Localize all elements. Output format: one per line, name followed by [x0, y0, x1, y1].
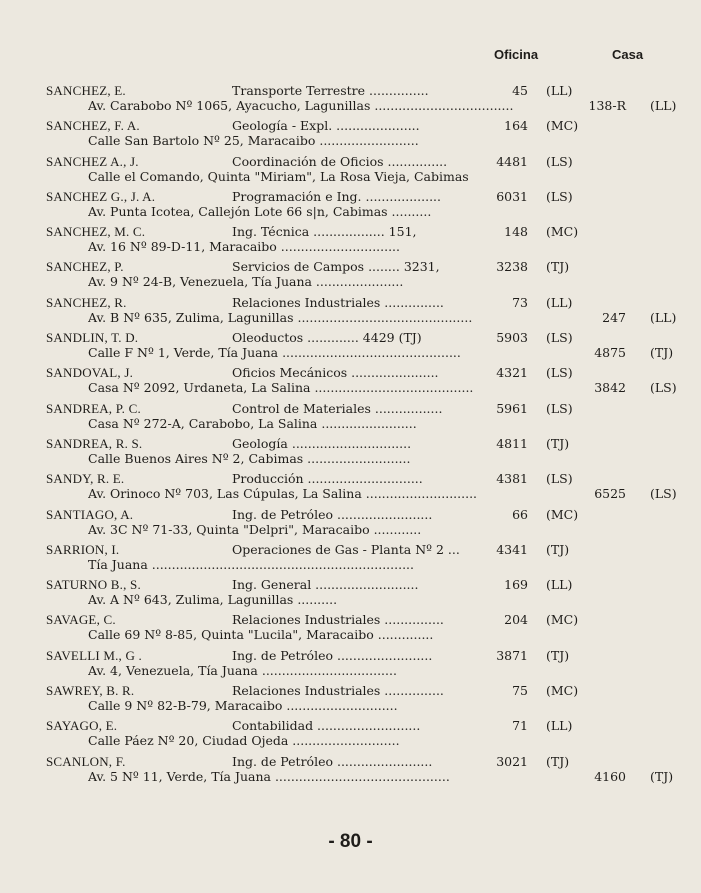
- entry-line-home: [0, 168, 701, 185]
- person-name: SAWREY, B. R.: [46, 683, 135, 699]
- department: Transporte Terrestre ...............: [232, 83, 429, 98]
- office-location-code: (LL): [546, 718, 573, 734]
- home-address: Av. 5 Nº 11, Verde, Tía Juana ............................................: [88, 768, 450, 784]
- home-address: Av. 4, Venezuela, Tía Juana ..................................: [88, 662, 397, 678]
- entry-line-home: [0, 132, 701, 149]
- entry-line-home: [0, 450, 701, 467]
- home-address: Calle Buenos Aires Nº 2, Cabimas ..........................: [88, 450, 411, 466]
- person-name: SCANLON, F.: [46, 753, 126, 769]
- list-item: [0, 294, 701, 329]
- home-address: Av. B Nº 635, Zulima, Lagunillas ............................................: [88, 309, 473, 325]
- department: Geología - Expl. .....................: [232, 118, 420, 134]
- list-item: [0, 435, 701, 470]
- entry-line-home: [0, 97, 701, 114]
- office-location-code: (TJ): [546, 259, 570, 275]
- home-address: Av. 9 Nº 24-B, Venezuela, Tía Juana ......................: [88, 274, 404, 290]
- entry-line-home: [0, 344, 701, 361]
- office-location-code: (LS): [546, 400, 573, 416]
- department: Ing. de Petróleo ........................: [232, 647, 433, 663]
- list-item: [0, 682, 701, 717]
- home-address: Calle Páez Nº 20, Ciudad Ojeda ...........................: [88, 733, 400, 749]
- office-location-code: (MC): [546, 224, 579, 240]
- department: Oficios Mecánicos ......................: [232, 365, 439, 381]
- list-item: [0, 82, 701, 117]
- list-item: [0, 400, 701, 435]
- list-item: [0, 611, 701, 646]
- home-address: Calle 9 Nº 82-B-79, Maracaibo ............................: [88, 698, 398, 714]
- home-phone: 4160: [594, 768, 626, 784]
- office-phone: 3021: [496, 753, 528, 769]
- person-name: SANTIAGO, A.: [46, 506, 134, 522]
- office-phone: 3238: [496, 259, 528, 275]
- home-phone: 3842: [594, 380, 626, 396]
- office-phone: 45: [512, 83, 528, 98]
- office-phone: 66: [512, 506, 528, 522]
- office-location-code: (LL): [546, 294, 573, 310]
- office-phone: 148: [504, 224, 528, 240]
- department: Control de Materiales .................: [232, 400, 443, 416]
- office-location-code: (MC): [546, 506, 579, 522]
- list-item: [0, 647, 701, 682]
- department: Relaciones Industriales ...............: [232, 612, 444, 628]
- list-item: [0, 223, 701, 258]
- entry-line-home: [0, 626, 701, 643]
- person-name: SANDREA, R. S.: [46, 435, 143, 451]
- entry-line-home: [0, 556, 701, 573]
- entry-line-home: [0, 732, 701, 749]
- home-address: Casa Nº 2092, Urdaneta, La Salina ........................................: [88, 380, 474, 396]
- office-location-code: (MC): [546, 118, 579, 134]
- list-item: [0, 576, 701, 611]
- person-name: SANDY, R. E.: [46, 471, 125, 487]
- office-phone: 3871: [496, 647, 528, 663]
- entry-line-home: [0, 273, 701, 290]
- person-name: SANDREA, P. C.: [46, 400, 141, 416]
- home-address: Calle F Nº 1, Verde, Tía Juana .............................................: [88, 345, 461, 361]
- page-number: - 80 -: [328, 831, 373, 852]
- office-location-code: (TJ): [546, 753, 570, 769]
- office-location-code: (MC): [546, 612, 579, 628]
- office-location-code: (LL): [546, 577, 573, 593]
- person-name: SANDOVAL, J.: [46, 365, 134, 381]
- office-location-code: (LS): [546, 330, 573, 346]
- entry-line-home: [0, 521, 701, 538]
- home-location-code: (LL): [650, 98, 677, 113]
- office-location-code: (TJ): [546, 647, 570, 663]
- list-item: [0, 753, 701, 788]
- office-phone: 71: [512, 718, 528, 734]
- person-name: SANCHEZ, P.: [46, 259, 124, 275]
- department: Ing. de Petróleo ........................: [232, 506, 433, 522]
- list-item: [0, 506, 701, 541]
- office-phone: 4811: [496, 435, 528, 451]
- person-name: SANCHEZ A., J.: [46, 153, 139, 169]
- entry-line-home: [0, 238, 701, 255]
- home-address: Av. 3C Nº 71-33, Quinta "Delpri", Maracaibo ............: [88, 521, 422, 537]
- person-name: SAYAGO, E.: [46, 718, 118, 734]
- office-phone: 73: [512, 294, 528, 310]
- person-name: SAVELLI M., G .: [46, 647, 142, 663]
- person-name: SANCHEZ, F. A.: [46, 118, 140, 134]
- home-address: Av. A Nº 643, Zulima, Lagunillas ..........: [88, 592, 338, 608]
- column-header-casa: Casa: [612, 47, 644, 62]
- person-name: SANCHEZ, E.: [46, 83, 126, 98]
- office-phone: 75: [512, 683, 528, 699]
- list-item: [0, 117, 701, 152]
- entry-line-home: [0, 485, 701, 502]
- department: Programación e Ing. ...................: [232, 188, 441, 204]
- home-location-code: (TJ): [650, 768, 674, 784]
- department: Relaciones Industriales ...............: [232, 683, 444, 699]
- office-phone: 169: [504, 577, 528, 593]
- office-location-code: (LS): [546, 188, 573, 204]
- office-location-code: (TJ): [546, 435, 570, 451]
- home-address: Calle San Bartolo Nº 25, Maracaibo .........................: [88, 133, 419, 149]
- office-location-code: (LS): [546, 153, 573, 169]
- list-item: [0, 717, 701, 752]
- office-phone: 4481: [496, 153, 528, 169]
- home-phone: 6525: [594, 486, 626, 502]
- home-location-code: (LL): [650, 309, 677, 325]
- office-phone: 5961: [496, 400, 528, 416]
- list-item: [0, 364, 701, 399]
- list-item: [0, 470, 701, 505]
- person-name: SANDLIN, T. D.: [46, 330, 139, 346]
- department: Operaciones de Gas - Planta Nº 2 ...: [232, 541, 460, 557]
- home-address: Av. Punta Icotea, Callejón Lote 66 s|n, Cabimas ..........: [88, 203, 432, 219]
- office-phone: 4321: [496, 365, 528, 381]
- office-phone: 204: [504, 612, 528, 628]
- department: Contabilidad ..........................: [232, 718, 421, 734]
- home-address: Av. Carabobo Nº 1065, Ayacucho, Lagunillas ...................................: [88, 98, 514, 113]
- office-location-code: (TJ): [546, 541, 570, 557]
- home-address: Av. Orinoco Nº 703, Las Cúpulas, La Salina ............................: [88, 486, 478, 502]
- home-address: Tía Juana ..................................................................: [88, 556, 414, 572]
- department: Ing. de Petróleo ........................: [232, 753, 433, 769]
- person-name: SATURNO B., S.: [46, 577, 141, 593]
- list-item: [0, 188, 701, 223]
- department: Geología ..............................: [232, 435, 412, 451]
- person-name: SANCHEZ, M. C.: [46, 224, 146, 240]
- office-location-code: (MC): [546, 683, 579, 699]
- entry-line-home: [0, 768, 701, 785]
- home-location-code: (LS): [650, 486, 677, 502]
- home-phone: 138-R: [588, 98, 626, 113]
- home-location-code: (TJ): [650, 345, 674, 361]
- entries-list: [0, 82, 701, 788]
- list-item: [0, 329, 701, 364]
- office-location-code: (LL): [546, 83, 573, 98]
- entry-line-home: [0, 379, 701, 396]
- person-name: SANCHEZ, R.: [46, 294, 127, 310]
- entry-line-home: [0, 203, 701, 220]
- department: Relaciones Industriales ...............: [232, 294, 444, 310]
- home-location-code: (LS): [650, 380, 677, 396]
- department: Servicios de Campos ........ 3231,: [232, 259, 440, 275]
- office-phone: 5903: [496, 330, 528, 346]
- department: Ing. Técnica .................. 151,: [232, 224, 417, 240]
- office-location-code: (LS): [546, 365, 573, 381]
- column-header-oficina: Oficina: [494, 47, 539, 62]
- department: Oleoductos ............. 4429 (TJ): [232, 330, 422, 346]
- entry-line-home: [0, 591, 701, 608]
- office-phone: 4341: [496, 541, 528, 557]
- entry-line-home: [0, 309, 701, 326]
- list-item: [0, 541, 701, 576]
- home-phone: 4875: [594, 345, 626, 361]
- person-name: SAVAGE, C.: [46, 612, 116, 628]
- office-phone: 164: [504, 118, 528, 134]
- department: Ing. General ..........................: [232, 577, 419, 593]
- home-address: Casa Nº 272-A, Carabobo, La Salina ........................: [88, 415, 417, 431]
- home-phone: 247: [602, 309, 626, 325]
- person-name: SANCHEZ G., J. A.: [46, 188, 156, 204]
- office-phone: 6031: [496, 188, 528, 204]
- entry-line-home: [0, 415, 701, 432]
- home-address: Calle el Comando, Quinta "Miriam", La Rosa Vieja, Cabimas: [88, 168, 469, 184]
- list-item: [0, 153, 701, 188]
- list-item: [0, 258, 701, 293]
- home-address: Av. 16 Nº 89-D-11, Maracaibo ..............................: [88, 239, 401, 255]
- office-location-code: (LS): [546, 471, 573, 487]
- office-phone: 4381: [496, 471, 528, 487]
- department: Producción .............................: [232, 471, 423, 487]
- entry-line-home: [0, 697, 701, 714]
- department: Coordinación de Oficios ...............: [232, 153, 448, 169]
- person-name: SARRION, I.: [46, 541, 120, 557]
- entry-line-home: [0, 662, 701, 679]
- home-address: Calle 69 Nº 8-85, Quinta "Lucila", Maracaibo ..............: [88, 627, 434, 643]
